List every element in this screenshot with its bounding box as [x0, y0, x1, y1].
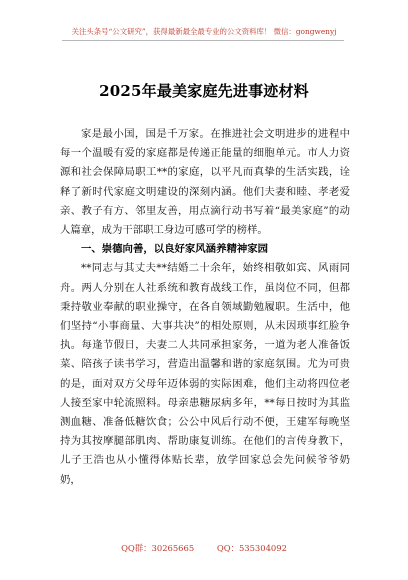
section-heading: 一、崇德向善，以良好家风涵养精神家园	[81, 243, 269, 256]
section-paragraph: **同志与其丈夫**结婚二十余年，始终相敬如宾、风雨同舟。两人分别在人社系统和教育战线工作，虽岗位不同，但都秉持敬业奉献的职业操守，在各自领域勤勉履职。生活中，他们坚持“小事商量、大事共决”的相处原则，从未因琐事红脸争执。每逢节假日，夫妻二人共同承担家务，一道为老人准备饭菜、陪孩子读书学习，营造出温馨和谐的家庭氛围。尤为可贵的是，面对双方父母年迈体弱的实际困难，他们主动将四位老人接至家中轮流照料。母亲患糖尿病多年，**每日按时为其监测血糖、准备低糖饮食；公公中风后行动不便，王建军每晚坚持为其按摩腿部肌肉、帮助康复训练。在他们的言传身教下，儿子王浩也从小懂得体贴长辈，放学回家总会先问候爷爷奶奶，	[60, 262, 350, 486]
footer-qq-group: QQ群：30265665	[121, 543, 195, 553]
header-divider	[62, 40, 344, 41]
footer-qq: QQ：535304092	[216, 543, 287, 553]
document-body	[60, 125, 350, 490]
document-title: 2025年最美家庭先进事迹材料	[99, 82, 309, 100]
header-banner: 关注头条号“公文研究”，获得最新最全最专业的公文资料库！ 微信：gongwenyj	[71, 27, 337, 36]
footer	[0, 542, 408, 554]
intro-paragraph: 家是最小国，国是千万家。在推进社会文明进步的进程中每一个温暖有爱的家庭都是传递正能量的细胞单元。市人力资源和社会保障局职工**的家庭，以平凡而真挚的生活实践，诠释了新时代家庭文明建设的深刻内涵。他们夫妻和睦、孝老爱亲、教子有方、邻里友善，用点滴行动书写着“最美家庭”的动人篇章，成为干部职工身边可感可学的榜样。	[60, 128, 350, 237]
